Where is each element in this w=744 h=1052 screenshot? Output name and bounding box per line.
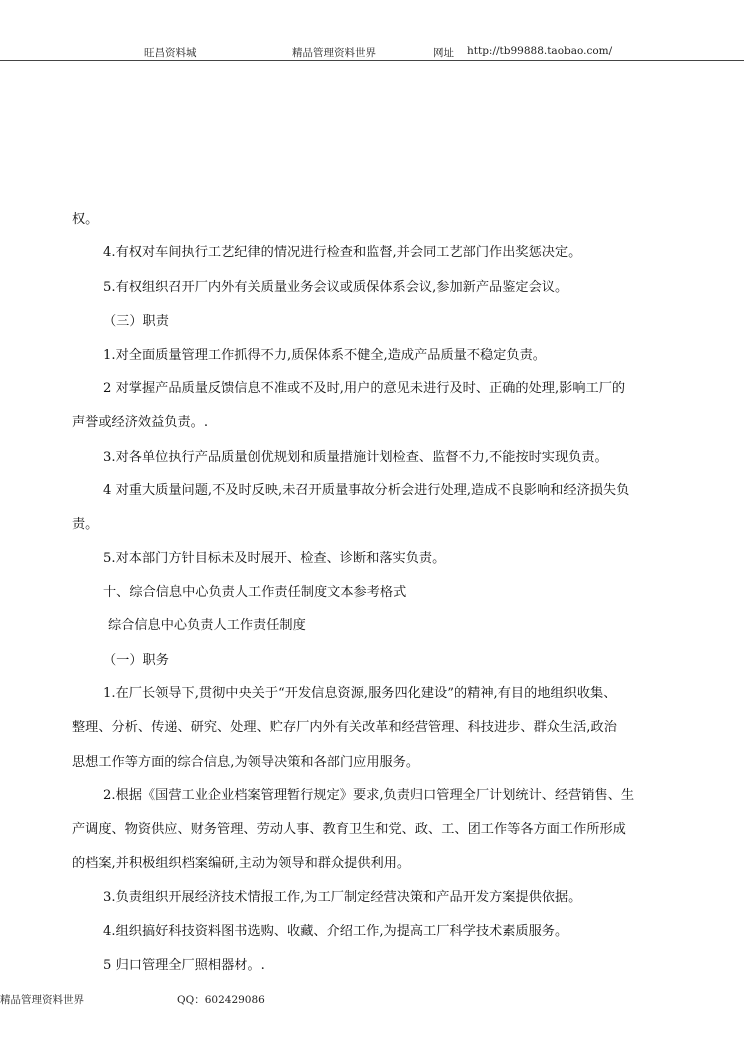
body-line-18: 2.根据《国营工业企业档案管理暂行规定》要求,负责归口管理全厂计划统计、经营销售、生 [103, 788, 635, 803]
body-line-21: 3.负责组织开展经济技术情报工作,为工厂制定经营决策和产品开发方案提供依据。 [103, 890, 582, 905]
body-line-9: 4 对重大质量问题,不及时反映,未召开质量事故分析会进行处理,造成不良影响和经济损失负 [103, 483, 630, 498]
document-subtitle: 综合信息中心负责人工作责任制度 [108, 618, 306, 633]
body-line-6: 2 对掌握产品质量反馈信息不准或不及时,用户的意见未进行及时、正确的处理,影响工厂的 [103, 381, 626, 396]
body-line-5: 1.对全面质量管理工作抓得不力,质保体系不健全,造成产品质量不稳定负责。 [103, 348, 546, 363]
header-url: http://tb99888.taobao.com/ [467, 45, 613, 57]
footer-site-slogan: 精品管理资料世界 [0, 994, 84, 1006]
body-line-1: 权。 [72, 212, 99, 227]
footer-qq: QQ：602429086 [177, 994, 265, 1006]
section-heading-duties: （三）职责 [103, 314, 169, 329]
body-line-11: 5.对本部门方针目标未及时展开、检查、诊断和落实负责。 [103, 551, 446, 566]
body-line-10: 责。 [72, 517, 99, 532]
body-line-22: 4.组织搞好科技资料图书选购、收藏、介绍工作,为提高工厂科学技术素质服务。 [103, 924, 569, 939]
body-line-15: 1.在厂长领导下,贯彻中央关于“开发信息资源,服务四化建设”的精神,有目的地组织收集、 [103, 686, 617, 701]
body-line-8: 3.对各单位执行产品质量创优规划和质量措施计划检查、监督不力,不能按时实现负责。 [103, 450, 608, 465]
section-heading-position: （一）职务 [103, 653, 169, 668]
body-line-16: 整理、分析、传递、研究、处理、贮存厂内外有关改革和经营管理、科技进步、群众生活,政治 [72, 720, 617, 735]
body-line-17: 思想工作等方面的综合信息,为领导决策和各部门应用服务。 [72, 755, 420, 770]
body-line-19: 产调度、物资供应、财务管理、劳动人事、教育卫生和党、政、工、团工作等各方面工作所形成 [72, 822, 626, 837]
body-line-20: 的档案,并积极组织档案编研,主动为领导和群众提供利用。 [72, 856, 411, 871]
body-line-3: 5.有权组织召开厂内外有关质量业务会议或质保体系会议,参加新产品鉴定会议。 [103, 280, 569, 295]
header-url-label: 网址 [433, 47, 454, 59]
body-line-23: 5 归口管理全厂照相器材。. [103, 958, 265, 973]
header-site-slogan: 精品管理资料世界 [292, 47, 376, 59]
body-line-2: 4.有权对车间执行工艺纪律的情况进行检查和监督,并会同工艺部门作出奖惩决定。 [103, 245, 582, 260]
body-line-7: 声誉或经济效益负责。. [72, 415, 209, 430]
page-header [0, 0, 744, 61]
section-title-ten: 十、综合信息中心负责人工作责任制度文本参考格式 [103, 585, 407, 600]
header-site-name: 旺昌资料城 [144, 47, 197, 59]
page-footer [0, 992, 744, 1008]
